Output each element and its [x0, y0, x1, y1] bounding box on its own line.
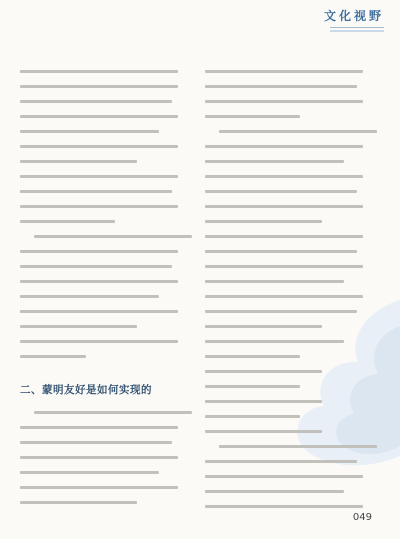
text-line — [205, 295, 363, 298]
text-line — [20, 486, 178, 489]
text-line — [205, 190, 357, 193]
text-line — [205, 385, 300, 388]
text-line — [205, 460, 357, 463]
text-line — [205, 175, 363, 178]
text-line — [20, 220, 115, 223]
text-line — [20, 280, 178, 283]
right-column — [205, 70, 363, 520]
text-line — [205, 235, 363, 238]
text-line — [20, 355, 86, 358]
text-line — [205, 415, 300, 418]
text-line — [205, 145, 363, 148]
masthead — [324, 7, 384, 32]
text-line — [20, 501, 137, 504]
text-line — [205, 355, 300, 358]
text-line — [205, 250, 357, 253]
left-column — [20, 70, 178, 516]
text-line — [205, 115, 300, 118]
text-line — [205, 430, 322, 433]
text-line — [205, 325, 322, 328]
text-line — [205, 400, 322, 403]
text-line — [20, 205, 178, 208]
text-line — [205, 370, 322, 373]
text-line — [205, 265, 363, 268]
text-line — [205, 310, 357, 313]
text-line — [34, 235, 192, 238]
text-line — [20, 145, 178, 148]
text-line — [20, 250, 178, 253]
text-line — [20, 340, 178, 343]
text-line — [205, 160, 344, 163]
masthead-rule — [330, 27, 384, 28]
text-line — [34, 411, 192, 414]
text-line — [20, 130, 159, 133]
text-line — [20, 175, 178, 178]
masthead-title: 文化视野 — [323, 9, 384, 23]
page-number: 049 — [352, 512, 372, 523]
text-line — [20, 100, 172, 103]
text-line — [20, 190, 172, 193]
text-line — [20, 160, 137, 163]
text-line — [205, 340, 344, 343]
section-heading: 二、蒙明友好是如何实现的 — [20, 384, 152, 396]
text-line — [20, 85, 178, 88]
text-line — [205, 100, 363, 103]
text-line — [20, 325, 137, 328]
text-line — [205, 280, 344, 283]
text-line — [205, 475, 363, 478]
text-line — [219, 445, 377, 448]
masthead-subtitle-bar — [330, 30, 384, 32]
text-line — [205, 490, 344, 493]
text-line — [205, 505, 363, 508]
text-line — [205, 205, 363, 208]
text-line — [20, 456, 178, 459]
text-line — [20, 426, 178, 429]
text-line — [20, 471, 159, 474]
text-line — [20, 70, 178, 73]
text-line — [20, 441, 172, 444]
text-line — [219, 130, 377, 133]
text-line — [20, 265, 172, 268]
text-line — [20, 295, 159, 298]
text-line — [205, 70, 363, 73]
text-line — [205, 220, 322, 223]
text-line — [20, 310, 178, 313]
text-line — [20, 115, 178, 118]
text-line — [205, 85, 357, 88]
